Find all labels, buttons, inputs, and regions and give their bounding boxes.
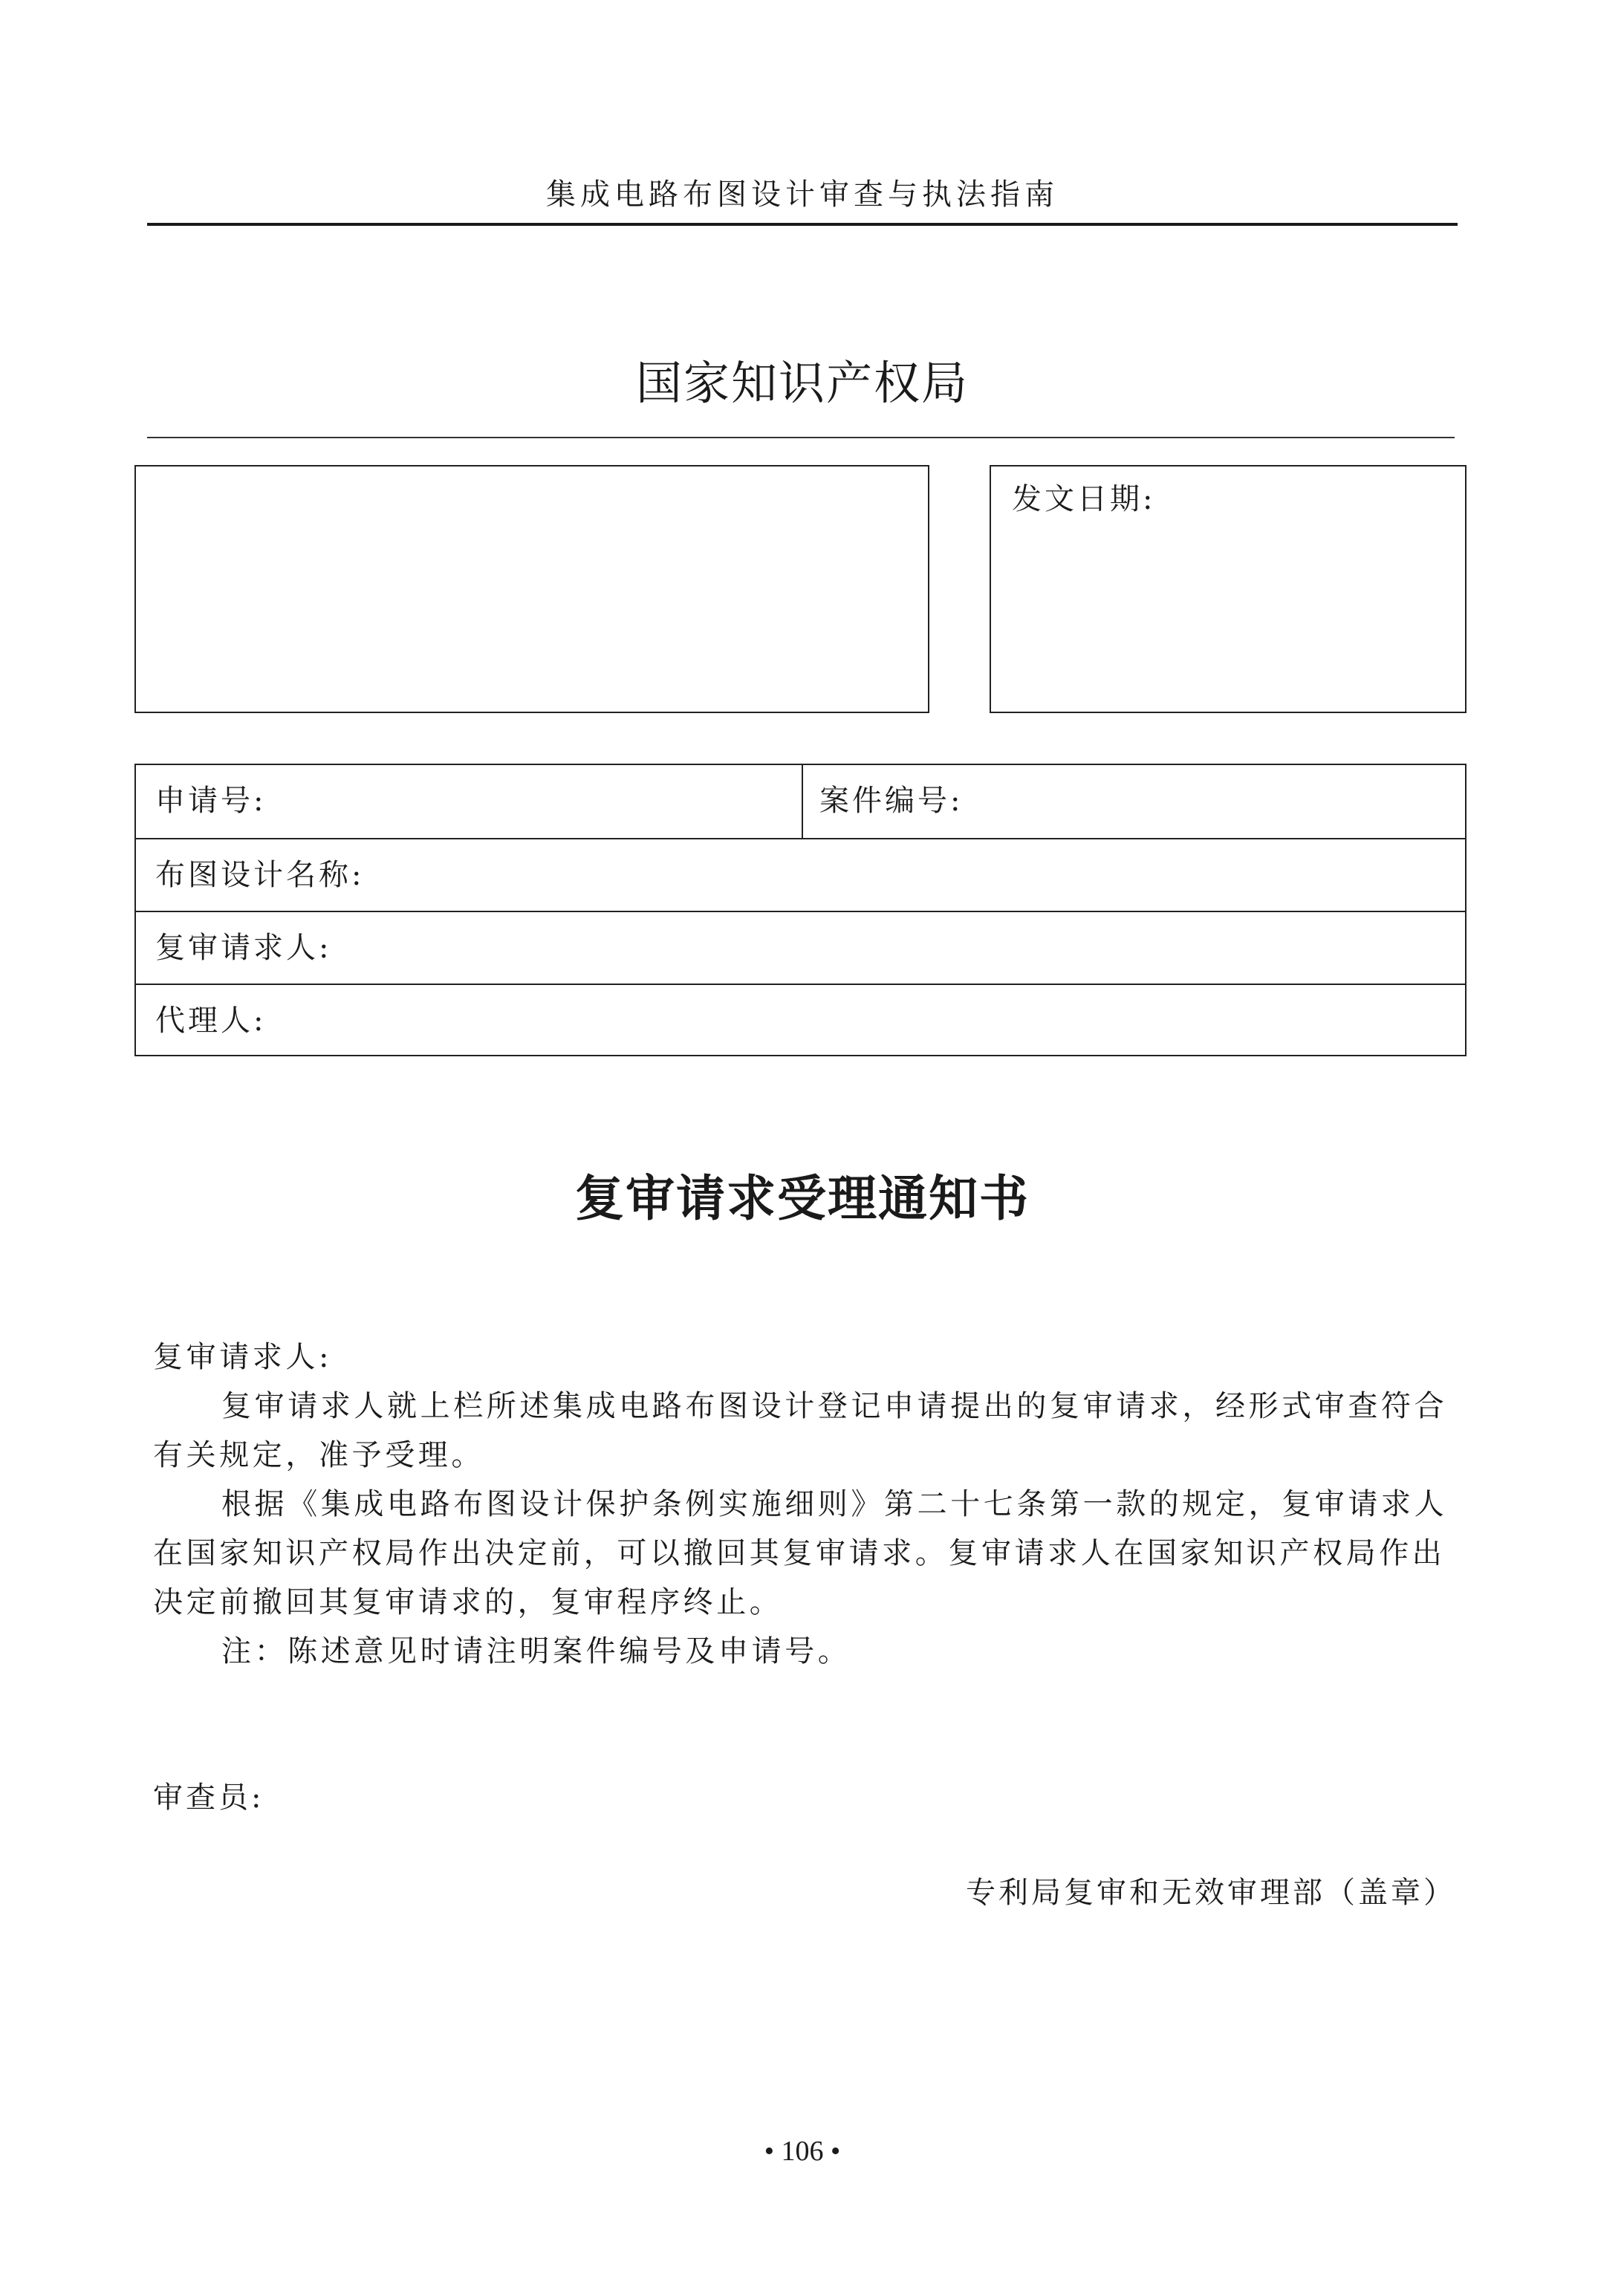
running-header: 集成电路布图设计审查与执法指南 <box>546 178 1059 212</box>
agent-label: 代理人: <box>155 1004 267 1038</box>
table-row <box>136 984 1465 1056</box>
reviewer-label: 审查员: <box>153 1781 264 1815</box>
table-row <box>136 911 1465 984</box>
salutation: 复审请求人: <box>153 1340 333 1374</box>
case-info-table <box>134 764 1467 1056</box>
agency-title: 国家知识产权局 <box>635 356 969 410</box>
issue-date-label: 发文日期: <box>1012 482 1156 516</box>
paragraph-acceptance: 复审请求人就上栏所述集成电路布图设计登记申请提出的复审请求，经形式审查符合有关规定，准予受理。 <box>153 1389 1448 1472</box>
table-row <box>136 765 1465 838</box>
address-box <box>134 465 929 713</box>
notice-body <box>153 1333 1455 1676</box>
requester-label: 复审请求人: <box>155 931 332 965</box>
agency-rule <box>147 437 1455 438</box>
notice-title: 复审请求受理通知书 <box>575 1169 1030 1227</box>
table-row <box>136 838 1465 911</box>
cell-divider <box>802 765 803 838</box>
design-name-label: 布图设计名称: <box>155 858 365 892</box>
paragraph-withdrawal: 根据《集成电路布图设计保护条例实施细则》第二十七条第一款的规定，复审请求人在国家知识产权局作出决定前，可以撤回其复审请求。复审请求人在国家知识产权局作出决定前撤回其复审请求的，复审程序终止。 <box>153 1487 1448 1619</box>
application-number-label: 申请号: <box>155 784 267 818</box>
header-rule <box>147 223 1458 226</box>
issue-date-box <box>990 465 1467 713</box>
note: 注：陈述意见时请注明案件编号及申请号。 <box>221 1634 851 1668</box>
page-number: • 106 • <box>764 2136 841 2167</box>
department-seal: 专利局复审和无效审理部（盖章） <box>966 1876 1456 1910</box>
case-number-label: 案件编号: <box>819 784 964 818</box>
